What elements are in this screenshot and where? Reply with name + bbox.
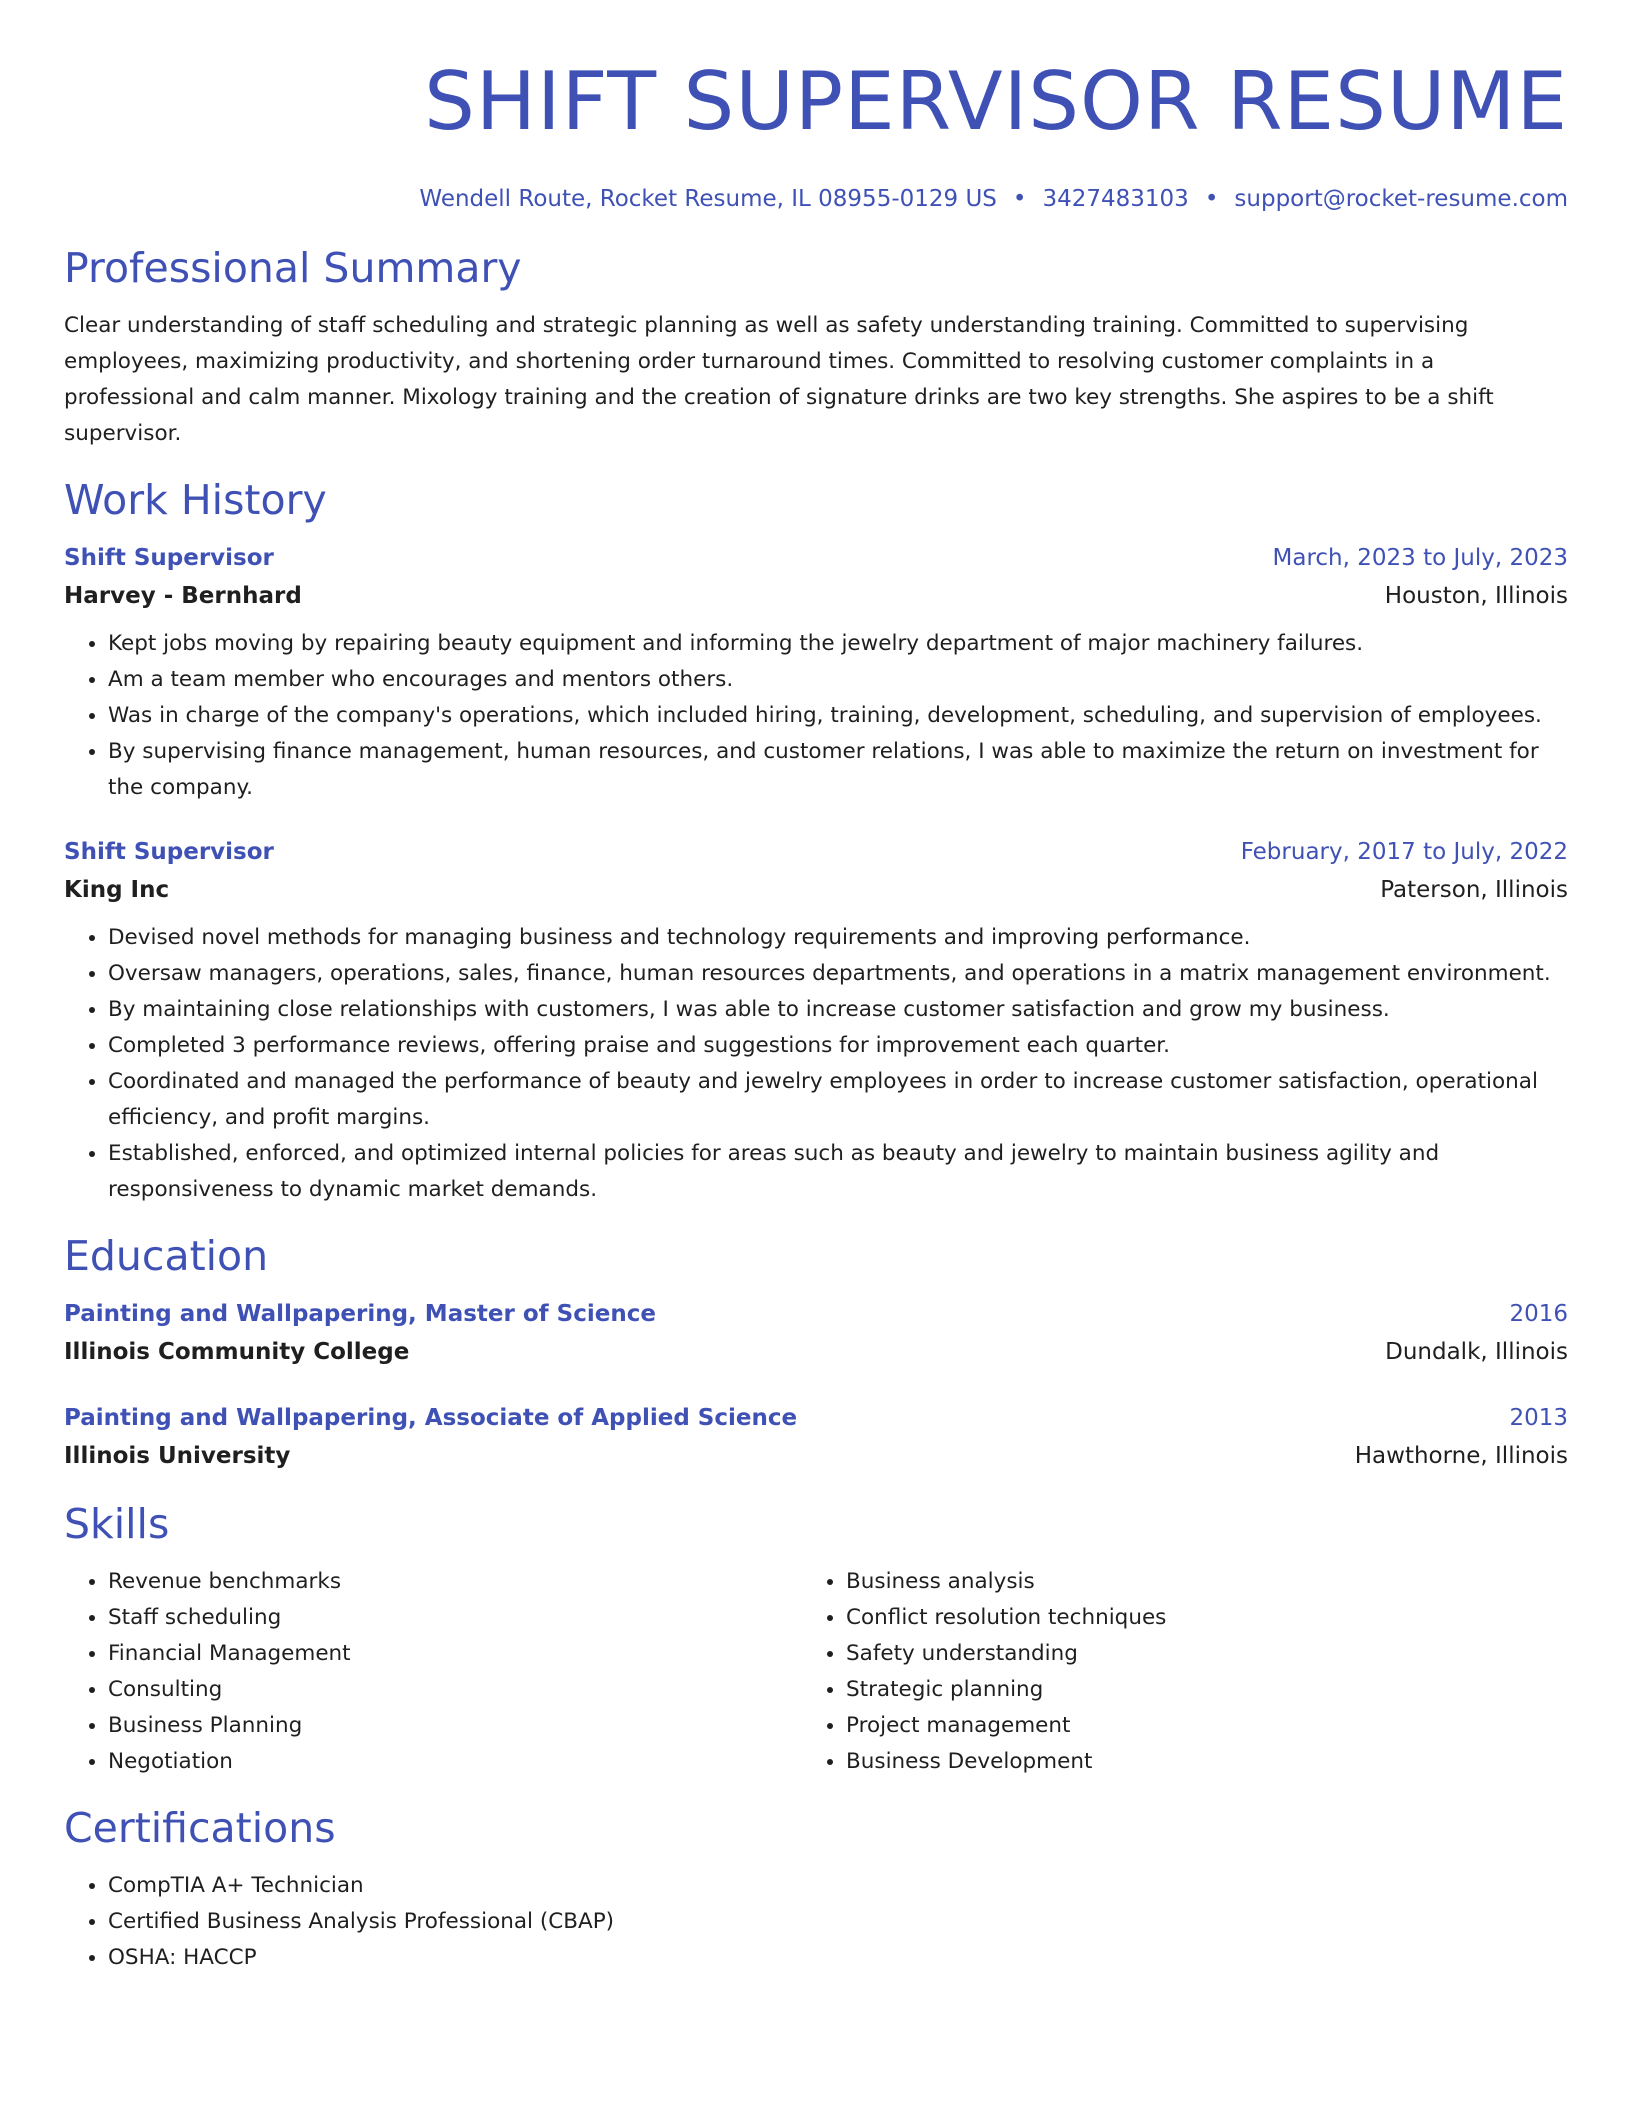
skill-item: • Revenue benchmarks bbox=[108, 1564, 802, 1600]
job-entry bbox=[64, 540, 1568, 806]
skill-item: • Safety understanding bbox=[846, 1636, 1540, 1672]
section-title-skills: Skills bbox=[64, 1500, 170, 1548]
skill-item: • Business Development bbox=[846, 1744, 1540, 1780]
job-company: King Inc bbox=[64, 877, 170, 903]
school-row bbox=[64, 1332, 1568, 1372]
job-title-row bbox=[64, 834, 1568, 870]
skills-list bbox=[64, 1564, 802, 1780]
work-history-section bbox=[64, 474, 1568, 1208]
job-bullets bbox=[64, 920, 1568, 1208]
school-name: Illinois Community College bbox=[64, 1339, 410, 1365]
contact-separator: • bbox=[1012, 186, 1027, 212]
job-bullet: • Oversaw managers, operations, sales, finance, human resources departments, and operations in a matrix management environment. bbox=[108, 956, 1568, 992]
skill-item: • Staff scheduling bbox=[108, 1600, 802, 1636]
degree-row bbox=[64, 1400, 1568, 1436]
contact-address: Wendell Route, Rocket Resume, IL 08955-0129 US bbox=[419, 186, 997, 212]
skill-item: • Negotiation bbox=[108, 1744, 802, 1780]
degree-row bbox=[64, 1296, 1568, 1332]
skill-item: • Business analysis bbox=[846, 1564, 1540, 1600]
degree-title: Painting and Wallpapering, Associate of Applied Science bbox=[64, 1405, 798, 1431]
job-bullet: • By supervising finance management, human resources, and customer relations, I was able to maximize the return on investment for the company. bbox=[108, 734, 1568, 806]
skill-item: • Strategic planning bbox=[846, 1672, 1540, 1708]
skills-list bbox=[802, 1564, 1540, 1780]
degree-year: 2013 bbox=[1509, 1405, 1568, 1431]
job-bullet: • Coordinated and managed the performance of beauty and jewelry employees in order to increase customer satisfaction, operational efficiency, and profit margins. bbox=[108, 1064, 1568, 1136]
school-location: Dundalk, Illinois bbox=[1385, 1339, 1568, 1365]
section-title-work-history: Work History bbox=[64, 476, 327, 524]
job-dates: February, 2017 to July, 2022 bbox=[1240, 839, 1568, 865]
certification-item: • OSHA: HACCP bbox=[108, 1940, 1568, 1976]
resume-header bbox=[64, 0, 1568, 214]
job-bullet: • Kept jobs moving by repairing beauty equipment and informing the jewelry department of major machinery failures. bbox=[108, 626, 1568, 662]
summary-text: Clear understanding of staff scheduling and strategic planning as well as safety understanding training. Committed to supervising employees, maximizing productivity, and shortening order turnaround times. Committed to resolving customer complaints in a professional and calm manner. Mixology training and the creation of signature drinks are two key strengths. She aspires to be a shift supervisor. bbox=[64, 313, 1494, 446]
education-section bbox=[64, 1230, 1568, 1476]
job-bullet: • Was in charge of the company's operations, which included hiring, training, development, scheduling, and supervision of employees. bbox=[108, 698, 1568, 734]
job-title: Shift Supervisor bbox=[64, 545, 274, 571]
skills-section bbox=[64, 1498, 1568, 1780]
job-company-row bbox=[64, 576, 1568, 616]
skill-item: • Business Planning bbox=[108, 1708, 802, 1744]
resume-title: SHIFT SUPERVISOR RESUME bbox=[424, 55, 1568, 148]
job-bullet: • Devised novel methods for managing business and technology requirements and improving performance. bbox=[108, 920, 1568, 956]
education-entry bbox=[64, 1296, 1568, 1372]
job-bullet: • Established, enforced, and optimized internal policies for areas such as beauty and jewelry to maintain business agility and responsiveness to dynamic market demands. bbox=[108, 1136, 1568, 1208]
certifications-section bbox=[64, 1802, 1568, 1976]
job-title: Shift Supervisor bbox=[64, 839, 274, 865]
job-bullet: • By maintaining close relationships with customers, I was able to increase customer satisfaction and grow my business. bbox=[108, 992, 1568, 1028]
contact-phone: 3427483103 bbox=[1042, 186, 1189, 212]
school-location: Hawthorne, Illinois bbox=[1354, 1443, 1568, 1469]
section-title-summary: Professional Summary bbox=[64, 244, 522, 292]
skills-columns bbox=[64, 1564, 1568, 1780]
contact-separator: • bbox=[1204, 186, 1219, 212]
skill-item: • Consulting bbox=[108, 1672, 802, 1708]
job-bullets bbox=[64, 626, 1568, 806]
certification-item: • Certified Business Analysis Professional (CBAP) bbox=[108, 1904, 1568, 1940]
skill-item: • Project management bbox=[846, 1708, 1540, 1744]
job-title-row bbox=[64, 540, 1568, 576]
job-location: Paterson, Illinois bbox=[1380, 877, 1568, 903]
summary-section bbox=[64, 242, 1568, 452]
job-company-row bbox=[64, 870, 1568, 910]
degree-title: Painting and Wallpapering, Master of Science bbox=[64, 1301, 656, 1327]
skills-column-right bbox=[802, 1564, 1540, 1780]
certification-item: • CompTIA A+ Technician bbox=[108, 1868, 1568, 1904]
job-bullet: • Am a team member who encourages and mentors others. bbox=[108, 662, 1568, 698]
education-entry bbox=[64, 1400, 1568, 1476]
contact-email[interactable]: support@rocket-resume.com bbox=[1234, 186, 1568, 212]
job-dates: March, 2023 to July, 2023 bbox=[1272, 545, 1568, 571]
school-row bbox=[64, 1436, 1568, 1476]
certifications-list bbox=[64, 1868, 1568, 1976]
section-title-certifications: Certifications bbox=[64, 1804, 336, 1852]
job-location: Houston, Illinois bbox=[1384, 583, 1568, 609]
contact-line bbox=[64, 184, 1568, 214]
skill-item: • Financial Management bbox=[108, 1636, 802, 1672]
school-name: Illinois University bbox=[64, 1443, 291, 1469]
job-entry bbox=[64, 834, 1568, 1208]
job-company: Harvey - Bernhard bbox=[64, 583, 302, 609]
job-bullet: • Completed 3 performance reviews, offering praise and suggestions for improvement each quarter. bbox=[108, 1028, 1568, 1064]
skill-item: • Conflict resolution techniques bbox=[846, 1600, 1540, 1636]
skills-column-left bbox=[64, 1564, 802, 1780]
degree-year: 2016 bbox=[1509, 1301, 1568, 1327]
section-title-education: Education bbox=[64, 1232, 269, 1280]
